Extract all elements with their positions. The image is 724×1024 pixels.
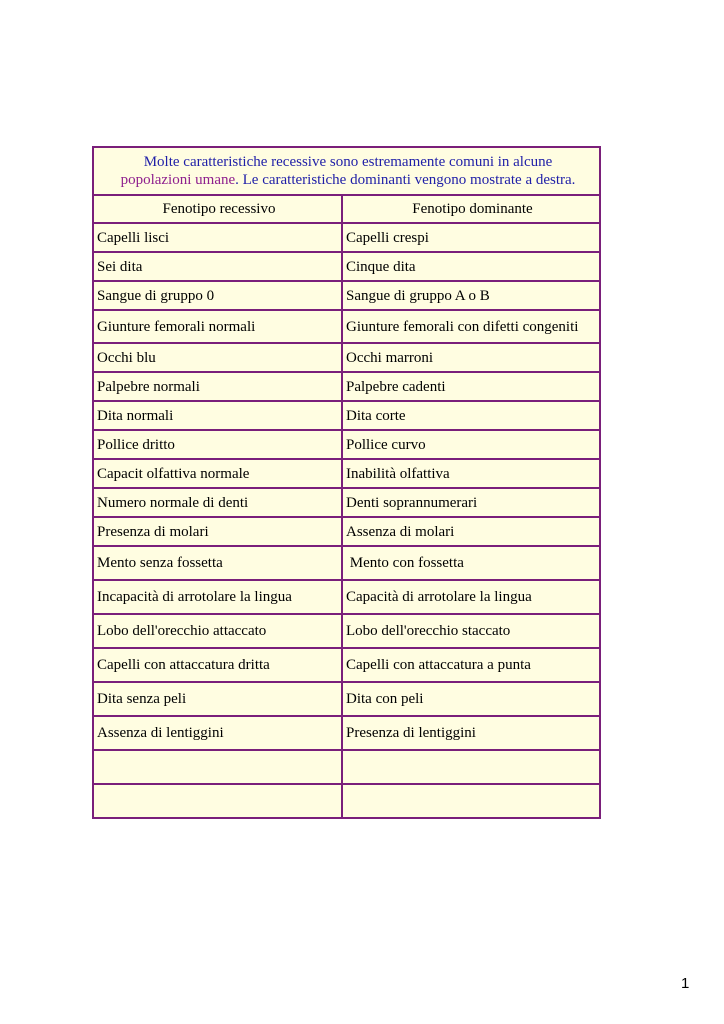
dominant-cell: Pollice curvo: [342, 430, 600, 459]
intro-cell: [93, 147, 600, 195]
traits-table-wrapper: [92, 146, 599, 819]
recessive-cell: Incapacità di arrotolare la lingua: [93, 580, 342, 614]
dominant-cell: Sangue di gruppo A o B: [342, 281, 600, 310]
dominant-cell: Cinque dita: [342, 252, 600, 281]
recessive-cell: Dita senza peli: [93, 682, 342, 716]
table-row: [93, 459, 600, 488]
dominant-cell: Denti soprannumerari: [342, 488, 600, 517]
recessive-cell: Numero normale di denti: [93, 488, 342, 517]
table-row: [93, 343, 600, 372]
recessive-cell: Capacit olfattiva normale: [93, 459, 342, 488]
column-header-recessive: Fenotipo recessivo: [93, 195, 342, 223]
recessive-cell-empty: [93, 750, 342, 784]
recessive-cell: Capelli con attaccatura dritta: [93, 648, 342, 682]
page-number: 1: [681, 975, 690, 992]
dominant-cell: Dita corte: [342, 401, 600, 430]
dominant-cell: Occhi marroni: [342, 343, 600, 372]
recessive-cell: Pollice dritto: [93, 430, 342, 459]
table-row: [93, 648, 600, 682]
header-row: [93, 195, 600, 223]
intro-line-1: Molte caratteristiche recessive sono estremamente comuni in alcune: [143, 154, 553, 170]
table-row: [93, 430, 600, 459]
table-row: [93, 580, 600, 614]
table-row: [93, 517, 600, 546]
recessive-cell: Sangue di gruppo 0: [93, 281, 342, 310]
intro-row: [93, 147, 600, 195]
dominant-cell: Palpebre cadenti: [342, 372, 600, 401]
dominant-cell: Giunture femorali con difetti congeniti: [342, 310, 600, 343]
dominant-cell: Capacità di arrotolare la lingua: [342, 580, 600, 614]
intro-line-2-highlight: popolazioni umane: [120, 172, 236, 188]
recessive-cell: Giunture femorali normali: [93, 310, 342, 343]
table-row: [93, 401, 600, 430]
table-row: [93, 372, 600, 401]
table-row: [93, 682, 600, 716]
intro-line-2-rest: . Le caratteristiche dominanti vengono mostrate a destra.: [235, 172, 576, 188]
recessive-cell: Assenza di lentiggini: [93, 716, 342, 750]
recessive-cell: Capelli lisci: [93, 223, 342, 252]
dominant-cell: Presenza di lentiggini: [342, 716, 600, 750]
dominant-cell: Capelli crespi: [342, 223, 600, 252]
dominant-cell: Mento con fossetta: [342, 546, 600, 580]
dominant-cell: Assenza di molari: [342, 517, 600, 546]
table-row: [93, 716, 600, 750]
dominant-cell: Inabilità olfattiva: [342, 459, 600, 488]
recessive-cell: Lobo dell'orecchio attaccato: [93, 614, 342, 648]
recessive-cell: Dita normali: [93, 401, 342, 430]
recessive-cell: Mento senza fossetta: [93, 546, 342, 580]
table-row: [93, 281, 600, 310]
recessive-cell: Palpebre normali: [93, 372, 342, 401]
table-row-empty: [93, 784, 600, 818]
table-row-empty: [93, 750, 600, 784]
traits-table: [92, 146, 601, 819]
table-row: [93, 614, 600, 648]
recessive-cell-empty: [93, 784, 342, 818]
dominant-cell: Dita con peli: [342, 682, 600, 716]
recessive-cell: Sei dita: [93, 252, 342, 281]
table-row: [93, 310, 600, 343]
table-row: [93, 546, 600, 580]
dominant-cell-empty: [342, 750, 600, 784]
table-row: [93, 223, 600, 252]
recessive-cell: Occhi blu: [93, 343, 342, 372]
table-row: [93, 488, 600, 517]
column-header-dominant: Fenotipo dominante: [342, 195, 600, 223]
dominant-cell: Lobo dell'orecchio staccato: [342, 614, 600, 648]
dominant-cell-empty: [342, 784, 600, 818]
recessive-cell: Presenza di molari: [93, 517, 342, 546]
table-row: [93, 252, 600, 281]
dominant-cell: Capelli con attaccatura a punta: [342, 648, 600, 682]
